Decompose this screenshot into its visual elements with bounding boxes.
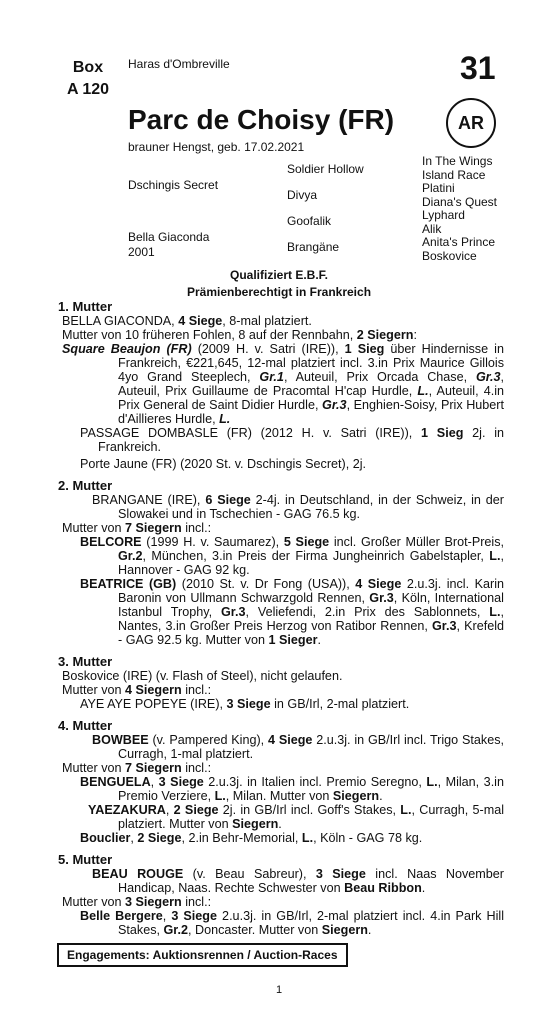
pedigree-dam: Bella Giaconda xyxy=(128,230,210,244)
section-title-mutter-2: 2. Mutter xyxy=(58,478,113,493)
dam-3-line: Boskovice (IRE) (v. Flash of Steel), nicht gelaufen. xyxy=(62,669,343,683)
section-title-mutter-3: 3. Mutter xyxy=(58,654,113,669)
section-title-mutter-4: 4. Mutter xyxy=(58,718,113,733)
ar-badge-icon: AR xyxy=(446,98,496,148)
produce-porte-jaune: Porte Jaune (FR) (2020 St. v. Dschingis Secret), 2j. xyxy=(80,457,367,471)
section-title-mutter-1: 1. Mutter xyxy=(58,299,113,314)
dam-1-produce: Mutter von 10 früheren Fohlen, 8 auf der Rennbahn, 2 Siegern: xyxy=(62,328,417,342)
produce-belcore: BELCORE (1999 H. v. Saumarez), 5 Siege incl. Großer Müller Brot-Preis, Gr.2, München, 3.in Preis der Firma Jungheinrich Gabelstapler, L., Hannover - GAG 92 kg. xyxy=(80,535,505,577)
produce-yaezakura: YAEZAKURA, 2 Siege 2j. in GB/Irl incl. Goff's Stakes, L., Curragh, 5-mal platziert. Mutter von Siegern. xyxy=(88,803,504,831)
dam-4-line: BOWBEE (v. Pampered King), 4 Siege 2.u.3j. in GB/Irl incl. Trigo Stakes, Curragh, 1-mal platziert. xyxy=(92,733,504,761)
produce-passage-dombasle: PASSAGE DOMBASLE (FR) (2012 H. v. Satri (IRE)), 1 Sieg 2j. in Frankreich. xyxy=(80,426,505,454)
horse-description: brauner Hengst, geb. 17.02.2021 xyxy=(128,140,305,154)
horse-name: Parc de Choisy (FR) xyxy=(128,104,395,135)
dam-5-produce: Mutter von 3 Siegern incl.: xyxy=(62,895,212,909)
dam-2-produce: Mutter von 7 Siegern incl.: xyxy=(62,521,212,535)
pedigree-sire: Dschingis Secret xyxy=(128,178,219,192)
section-title-mutter-5: 5. Mutter xyxy=(58,852,113,867)
engagements-box: Engagements: Auktionsrennen / Auction-Races xyxy=(57,943,348,967)
pedigree-dam-year: 2001 xyxy=(128,245,155,259)
produce-aye-aye-popeye: AYE AYE POPEYE (IRE), 3 Siege in GB/Irl, 2-mal platziert. xyxy=(80,697,410,711)
dam-4-produce: Mutter von 7 Siegern incl.: xyxy=(62,761,212,775)
pedigree-gen2-2: Divya xyxy=(287,188,318,202)
qualification-premium: Prämienberechtigt in Frankreich xyxy=(186,285,372,299)
pedigree-gen3: In The Wings Island Race Platini Diana's Quest Lyphard Alik Anita's Prince Boskovice xyxy=(422,154,497,263)
produce-belle-bergere: Belle Bergere, 3 Siege 2.u.3j. in GB/Irl, 2-mal platziert incl. 4.in Park Hill Stakes, Gr.2, Doncaster. Mutter von Siegern. xyxy=(80,909,504,937)
dam-3-produce: Mutter von 4 Siegern incl.: xyxy=(62,683,212,697)
box-label: Box A 120 xyxy=(66,59,110,98)
lot-number: 31 xyxy=(460,50,496,86)
family-section xyxy=(58,300,504,937)
produce-bouclier: Bouclier, 2 Siege, 2.in Behr-Memorial, L., Köln - GAG 78 kg. xyxy=(80,831,423,845)
pedigree-gen2-1: Soldier Hollow xyxy=(287,162,364,176)
dam-2-line: BRANGANE (IRE), 6 Siege 2-4j. in Deutschland, in der Schweiz, in der Slowakei und in Tschechien - GAG 76.5 kg. xyxy=(92,493,504,521)
page-number: 1 xyxy=(275,984,283,996)
produce-beatrice: BEATRICE (GB) (2010 St. v. Dr Fong (USA)), 4 Siege 2.u.3j. incl. Karin Baronin von Ullmann Schwarzgold Rennen, Gr.3, Köln, International Istanbul Trophy, Gr.3, Veliefendi, 2.in Prix des Sablonnets, L., Nantes, 3.in Großer Preis Herzog von Ratibor Rennen, Gr.3, Krefeld - GAG 92.5 kg. Mutter von 1 Sieger. xyxy=(80,577,505,647)
dam-5-line: BEAU ROUGE (v. Beau Sabreur), 3 Siege incl. Naas November Handicap, Naas. Rechte Schwester von Beau Ribbon. xyxy=(92,867,504,895)
breeder: Haras d'Ombreville xyxy=(128,57,230,71)
produce-square-beaujon: Square Beaujon (FR) (2009 H. v. Satri (IRE)), 1 Sieg über Hindernisse in Frankreich, €221,645, 12-mal platziert incl. 3.in Prix Maurice Gillois 4yo Grand Steeplech, Gr.1, Auteuil, Prix Orcada Chase, Gr.3, Auteuil, Prix Guillaume de Pracomtal H'cap Hurdle, L., Auteuil, 4.in Prix General de Saint Didier Hurdle, Gr.3, Enghien-Soisy, Prix Hubert d'Aillieres Hurdle, L. xyxy=(62,342,505,426)
dam-1-line: BELLA GIACONDA, 4 Siege, 8-mal platziert. xyxy=(62,314,312,328)
pedigree-gen2-3: Goofalik xyxy=(287,214,332,228)
qualification-ebf: Qualifiziert E.B.F. xyxy=(229,268,328,282)
produce-benguela: BENGUELA, 3 Siege 2.u.3j. in Italien incl. Premio Seregno, L., Milan, 3.in Premio Verziere, L., Milan. Mutter von Siegern. xyxy=(80,775,504,803)
pedigree-gen2-4: Brangäne xyxy=(287,240,340,254)
